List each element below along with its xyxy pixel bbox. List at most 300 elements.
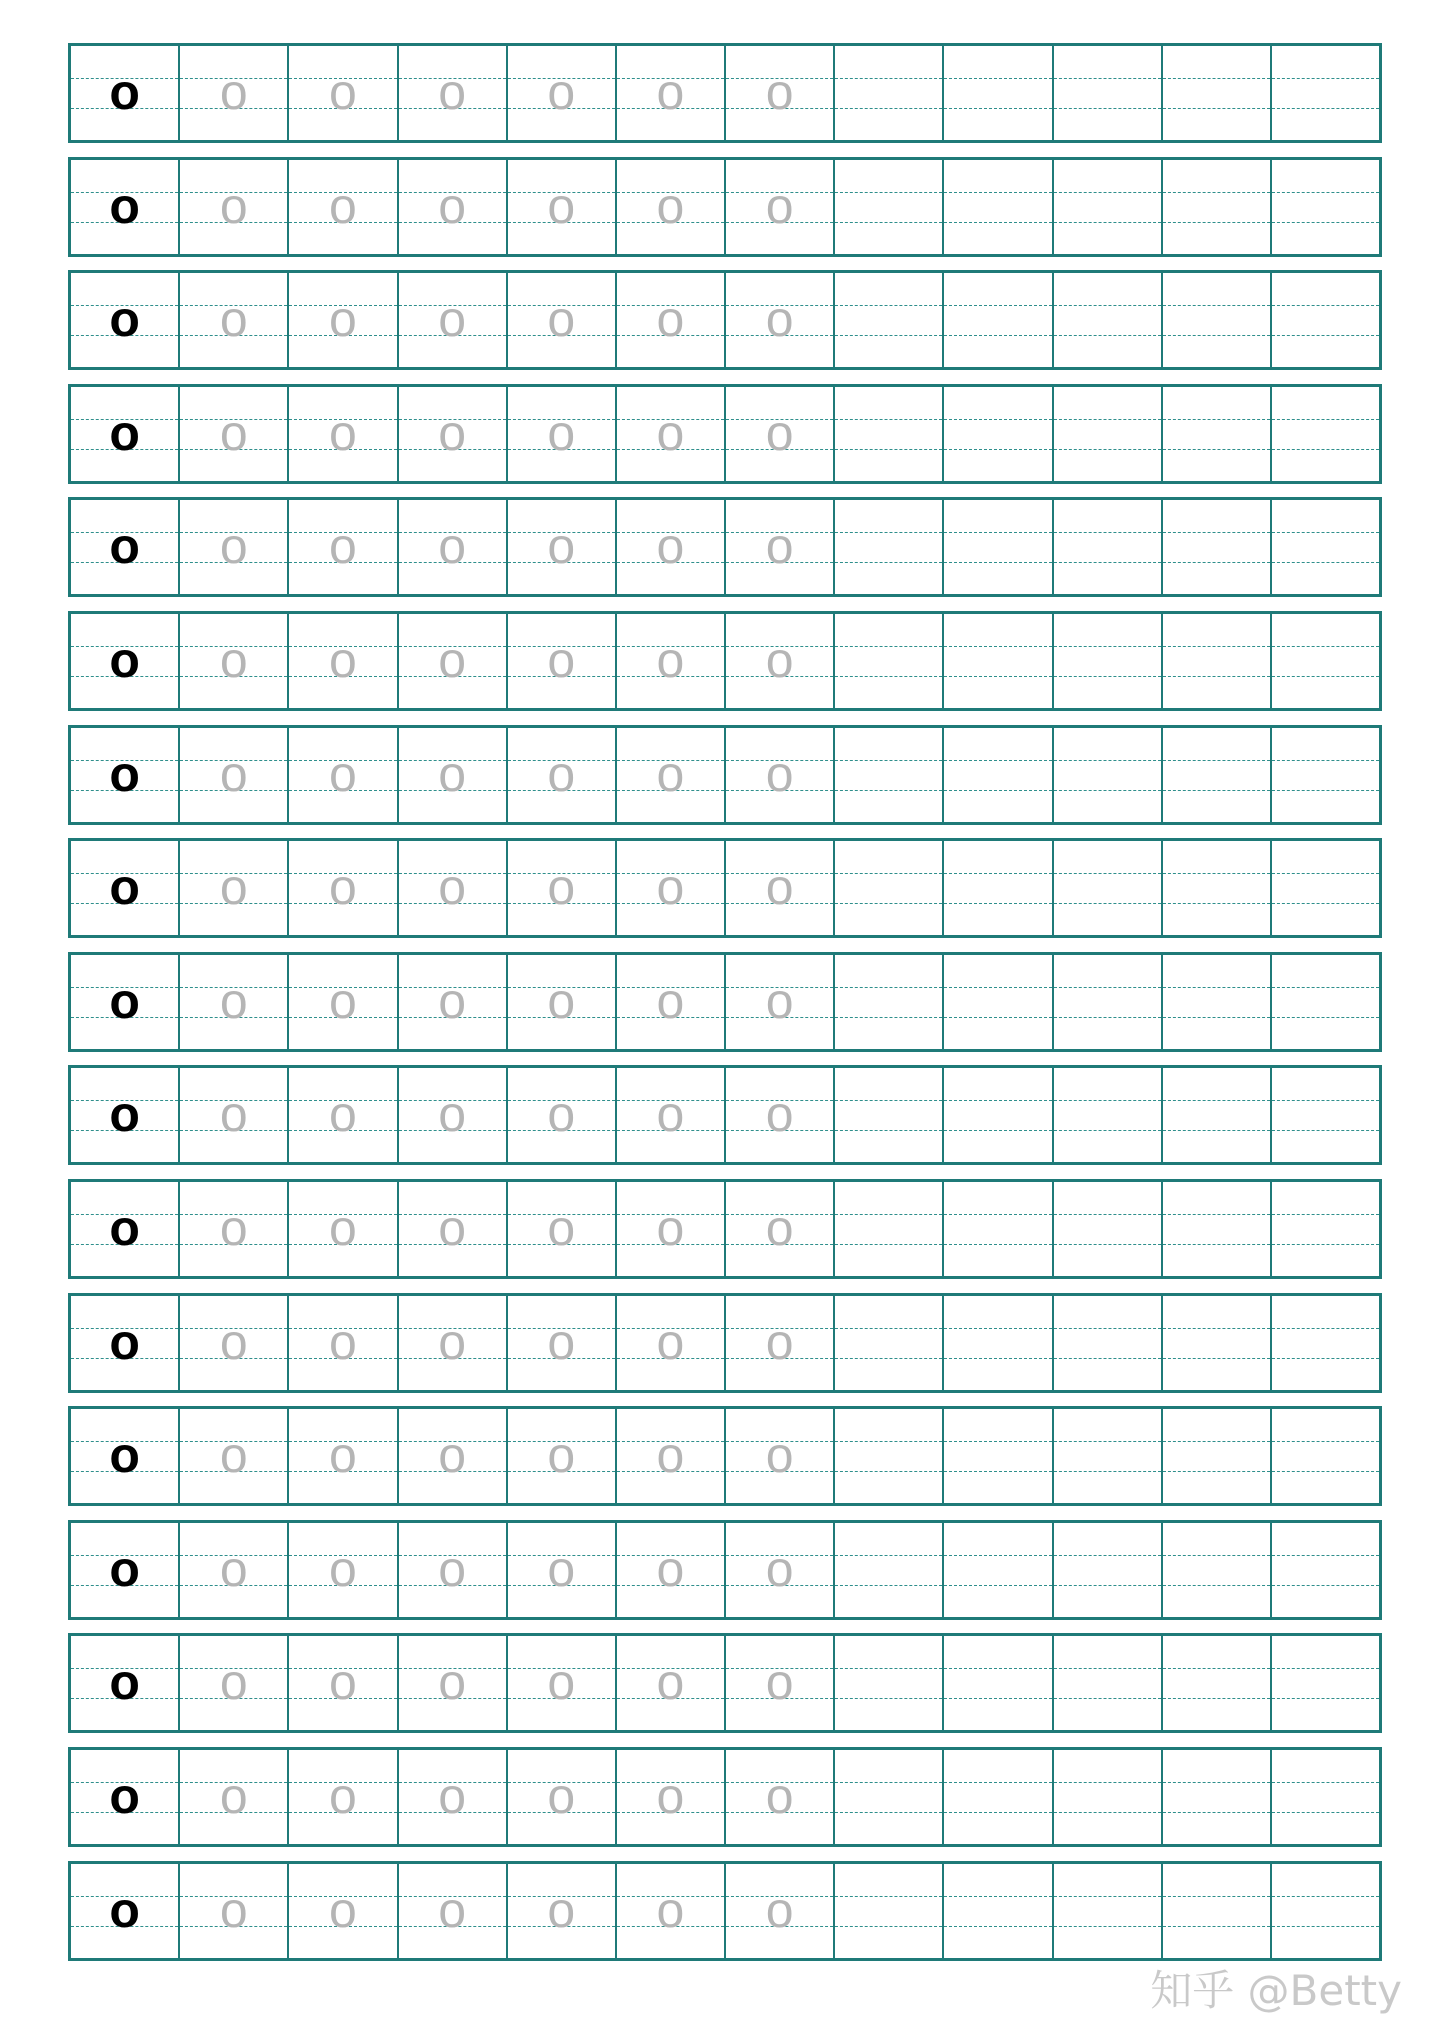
blank-cell[interactable]: [944, 614, 1053, 708]
trace-cell[interactable]: [508, 1068, 617, 1162]
blank-cell[interactable]: [1272, 1068, 1379, 1162]
trace-cell[interactable]: [508, 1523, 617, 1617]
guide-line-upper: [1163, 1214, 1270, 1215]
trace-letter: o: [547, 178, 576, 234]
blank-cell[interactable]: [944, 1182, 1053, 1276]
trace-cell[interactable]: [726, 273, 835, 367]
blank-cell[interactable]: [835, 1750, 944, 1844]
trace-cell[interactable]: [399, 1409, 508, 1503]
trace-cell[interactable]: [508, 1636, 617, 1730]
trace-cell[interactable]: [617, 1182, 726, 1276]
blank-cell[interactable]: [1054, 1750, 1163, 1844]
trace-cell[interactable]: [726, 841, 835, 935]
trace-cell[interactable]: [508, 841, 617, 935]
trace-cell[interactable]: [289, 387, 398, 481]
blank-cell[interactable]: [1272, 1296, 1379, 1390]
blank-cell[interactable]: [1163, 1636, 1272, 1730]
blank-cell[interactable]: [1054, 1182, 1163, 1276]
guide-line-lower: [944, 790, 1051, 791]
guide-line-upper: [1163, 192, 1270, 193]
blank-cell[interactable]: [1163, 1068, 1272, 1162]
trace-cell[interactable]: [617, 273, 726, 367]
trace-cell[interactable]: [399, 273, 508, 367]
blank-cell[interactable]: [835, 614, 944, 708]
trace-cell[interactable]: [726, 1296, 835, 1390]
trace-cell[interactable]: [180, 1750, 289, 1844]
blank-cell[interactable]: [1054, 1296, 1163, 1390]
trace-cell[interactable]: [617, 1864, 726, 1958]
trace-letter: o: [765, 859, 794, 915]
trace-letter: o: [219, 1768, 248, 1824]
blank-cell[interactable]: [1163, 841, 1272, 935]
blank-cell[interactable]: [1054, 955, 1163, 1049]
trace-cell[interactable]: [508, 387, 617, 481]
trace-cell[interactable]: [617, 841, 726, 935]
guide-line-upper: [1054, 1100, 1161, 1101]
blank-cell[interactable]: [1163, 46, 1272, 140]
model-cell[interactable]: [71, 1409, 180, 1503]
model-cell[interactable]: [71, 500, 180, 594]
trace-cell[interactable]: [726, 1523, 835, 1617]
trace-cell[interactable]: [289, 500, 398, 594]
trace-cell[interactable]: [289, 273, 398, 367]
trace-cell[interactable]: [399, 160, 508, 254]
guide-line-upper: [1163, 305, 1270, 306]
blank-cell[interactable]: [1054, 1523, 1163, 1617]
guide-line-lower: [835, 1244, 942, 1245]
blank-cell[interactable]: [1272, 1409, 1379, 1503]
trace-cell[interactable]: [289, 1864, 398, 1958]
blank-cell[interactable]: [835, 46, 944, 140]
model-cell[interactable]: [71, 1864, 180, 1958]
guide-line-lower: [944, 562, 1051, 563]
trace-letter: o: [547, 1314, 576, 1370]
blank-cell[interactable]: [1054, 841, 1163, 935]
trace-cell[interactable]: [289, 728, 398, 822]
practice-row: [68, 1293, 1382, 1393]
trace-letter: o: [656, 1314, 685, 1370]
trace-letter: o: [656, 1882, 685, 1938]
blank-cell[interactable]: [835, 1636, 944, 1730]
guide-line-lower: [1054, 1926, 1161, 1927]
model-letter: o: [109, 1086, 140, 1142]
trace-letter: o: [329, 1086, 357, 1142]
blank-cell[interactable]: [1054, 614, 1163, 708]
guide-line-upper: [835, 1328, 942, 1329]
trace-cell[interactable]: [180, 1296, 289, 1390]
trace-letter: o: [765, 405, 794, 461]
trace-cell[interactable]: [508, 160, 617, 254]
model-cell[interactable]: [71, 160, 180, 254]
trace-letter: o: [219, 973, 248, 1029]
blank-cell[interactable]: [1272, 160, 1379, 254]
trace-cell[interactable]: [399, 387, 508, 481]
blank-cell[interactable]: [944, 1864, 1053, 1958]
blank-cell[interactable]: [835, 841, 944, 935]
trace-letter: o: [765, 1314, 794, 1370]
model-cell[interactable]: [71, 1296, 180, 1390]
trace-cell[interactable]: [180, 841, 289, 935]
practice-row: [68, 1065, 1382, 1165]
trace-cell[interactable]: [399, 46, 508, 140]
trace-letter: o: [765, 1541, 794, 1597]
trace-cell[interactable]: [289, 1409, 398, 1503]
trace-letter: o: [219, 1200, 248, 1256]
trace-letter: o: [656, 1086, 685, 1142]
blank-cell[interactable]: [835, 1068, 944, 1162]
blank-cell[interactable]: [1163, 1296, 1272, 1390]
trace-cell[interactable]: [289, 46, 398, 140]
trace-letter: o: [765, 1768, 794, 1824]
trace-letter: o: [547, 746, 576, 802]
guide-line-lower: [1054, 449, 1161, 450]
blank-cell[interactable]: [1272, 728, 1379, 822]
trace-cell[interactable]: [617, 1409, 726, 1503]
guide-line-lower: [944, 1130, 1051, 1131]
trace-letter: o: [219, 1882, 248, 1938]
trace-cell[interactable]: [726, 1864, 835, 1958]
blank-cell[interactable]: [835, 387, 944, 481]
blank-cell[interactable]: [835, 728, 944, 822]
trace-cell[interactable]: [399, 1636, 508, 1730]
trace-cell[interactable]: [289, 1296, 398, 1390]
blank-cell[interactable]: [835, 500, 944, 594]
guide-line-upper: [1163, 1896, 1270, 1897]
blank-cell[interactable]: [1272, 1750, 1379, 1844]
trace-letter: o: [438, 973, 466, 1029]
blank-cell[interactable]: [1272, 1864, 1379, 1958]
blank-cell[interactable]: [1163, 1523, 1272, 1617]
trace-cell[interactable]: [617, 614, 726, 708]
guide-line-upper: [1163, 1782, 1270, 1783]
blank-cell[interactable]: [1054, 387, 1163, 481]
trace-cell[interactable]: [289, 160, 398, 254]
blank-cell[interactable]: [944, 1409, 1053, 1503]
trace-cell[interactable]: [508, 955, 617, 1049]
blank-cell[interactable]: [944, 387, 1053, 481]
trace-cell[interactable]: [180, 46, 289, 140]
trace-cell[interactable]: [180, 160, 289, 254]
trace-cell[interactable]: [617, 500, 726, 594]
model-cell[interactable]: [71, 841, 180, 935]
trace-letter: o: [547, 1654, 576, 1710]
trace-letter: o: [656, 178, 685, 234]
trace-cell[interactable]: [508, 1409, 617, 1503]
guide-line-lower: [1272, 1812, 1379, 1813]
guide-line-upper: [1163, 760, 1270, 761]
guide-line-lower: [835, 335, 942, 336]
guide-line-lower: [1163, 562, 1270, 563]
guide-line-upper: [944, 1555, 1051, 1556]
trace-cell[interactable]: [289, 1750, 398, 1844]
blank-cell[interactable]: [1163, 1182, 1272, 1276]
trace-cell[interactable]: [726, 46, 835, 140]
model-letter: o: [109, 859, 140, 915]
trace-letter: o: [329, 1541, 357, 1597]
guide-line-upper: [1272, 646, 1379, 647]
model-letter: o: [109, 518, 140, 574]
blank-cell[interactable]: [835, 1182, 944, 1276]
guide-line-lower: [1272, 1585, 1379, 1586]
trace-cell[interactable]: [726, 160, 835, 254]
blank-cell[interactable]: [944, 955, 1053, 1049]
blank-cell[interactable]: [1163, 728, 1272, 822]
trace-cell[interactable]: [508, 46, 617, 140]
trace-cell[interactable]: [180, 728, 289, 822]
guide-line-lower: [944, 1926, 1051, 1927]
trace-letter: o: [219, 1427, 248, 1483]
trace-cell[interactable]: [726, 1636, 835, 1730]
blank-cell[interactable]: [1272, 1636, 1379, 1730]
blank-cell[interactable]: [944, 728, 1053, 822]
trace-cell[interactable]: [726, 500, 835, 594]
blank-cell[interactable]: [944, 160, 1053, 254]
trace-cell[interactable]: [180, 955, 289, 1049]
guide-line-upper: [835, 1441, 942, 1442]
blank-cell[interactable]: [1054, 1068, 1163, 1162]
trace-cell[interactable]: [726, 1068, 835, 1162]
blank-cell[interactable]: [1163, 1409, 1272, 1503]
trace-cell[interactable]: [289, 1636, 398, 1730]
trace-cell[interactable]: [726, 1409, 835, 1503]
trace-cell[interactable]: [726, 1182, 835, 1276]
trace-cell[interactable]: [726, 955, 835, 1049]
blank-cell[interactable]: [1163, 387, 1272, 481]
blank-cell[interactable]: [1054, 1409, 1163, 1503]
blank-cell[interactable]: [944, 273, 1053, 367]
guide-line-lower: [835, 676, 942, 677]
blank-cell[interactable]: [1163, 160, 1272, 254]
guide-line-lower: [1054, 335, 1161, 336]
trace-cell[interactable]: [617, 1750, 726, 1844]
trace-cell[interactable]: [399, 500, 508, 594]
trace-cell[interactable]: [399, 1296, 508, 1390]
trace-cell[interactable]: [508, 1296, 617, 1390]
trace-cell[interactable]: [399, 1523, 508, 1617]
trace-cell[interactable]: [508, 1864, 617, 1958]
blank-cell[interactable]: [1163, 614, 1272, 708]
blank-cell[interactable]: [1272, 955, 1379, 1049]
guide-line-upper: [835, 532, 942, 533]
model-cell[interactable]: [71, 387, 180, 481]
guide-line-lower: [1054, 903, 1161, 904]
blank-cell[interactable]: [944, 1636, 1053, 1730]
model-letter: o: [109, 1200, 140, 1256]
trace-cell[interactable]: [399, 1864, 508, 1958]
blank-cell[interactable]: [1272, 614, 1379, 708]
trace-letter: o: [219, 1314, 248, 1370]
trace-cell[interactable]: [726, 387, 835, 481]
blank-cell[interactable]: [944, 1068, 1053, 1162]
guide-line-lower: [1163, 1244, 1270, 1245]
model-cell[interactable]: [71, 955, 180, 1049]
model-cell[interactable]: [71, 1182, 180, 1276]
blank-cell[interactable]: [835, 160, 944, 254]
trace-cell[interactable]: [399, 1182, 508, 1276]
trace-letter: o: [765, 1882, 794, 1938]
blank-cell[interactable]: [1163, 1750, 1272, 1844]
trace-letter: o: [656, 1541, 685, 1597]
blank-cell[interactable]: [1272, 273, 1379, 367]
trace-cell[interactable]: [180, 1523, 289, 1617]
guide-line-lower: [835, 1698, 942, 1699]
guide-line-lower: [1054, 1130, 1161, 1131]
trace-letter: o: [765, 518, 794, 574]
trace-cell[interactable]: [399, 955, 508, 1049]
blank-cell[interactable]: [1272, 500, 1379, 594]
trace-cell[interactable]: [289, 1523, 398, 1617]
guide-line-lower: [1272, 1130, 1379, 1131]
trace-cell[interactable]: [617, 1636, 726, 1730]
trace-letter: o: [219, 632, 248, 688]
guide-line-upper: [835, 646, 942, 647]
model-cell[interactable]: [71, 1523, 180, 1617]
blank-cell[interactable]: [944, 500, 1053, 594]
blank-cell[interactable]: [835, 1296, 944, 1390]
guide-line-lower: [1054, 108, 1161, 109]
trace-cell[interactable]: [726, 728, 835, 822]
trace-letter: o: [547, 1768, 576, 1824]
model-cell[interactable]: [71, 273, 180, 367]
trace-cell[interactable]: [617, 1523, 726, 1617]
guide-line-lower: [1272, 449, 1379, 450]
guide-line-lower: [1163, 1017, 1270, 1018]
trace-cell[interactable]: [289, 841, 398, 935]
trace-cell[interactable]: [508, 273, 617, 367]
guide-line-upper: [944, 1328, 1051, 1329]
blank-cell[interactable]: [1272, 841, 1379, 935]
blank-cell[interactable]: [835, 955, 944, 1049]
trace-cell[interactable]: [180, 1409, 289, 1503]
trace-cell[interactable]: [289, 955, 398, 1049]
blank-cell[interactable]: [835, 1864, 944, 1958]
trace-letter: o: [438, 178, 466, 234]
trace-cell[interactable]: [180, 387, 289, 481]
practice-row: [68, 838, 1382, 938]
trace-cell[interactable]: [180, 1636, 289, 1730]
trace-cell[interactable]: [399, 841, 508, 935]
trace-cell[interactable]: [617, 1296, 726, 1390]
trace-letter: o: [438, 1427, 466, 1483]
blank-cell[interactable]: [1163, 500, 1272, 594]
blank-cell[interactable]: [944, 1523, 1053, 1617]
guide-line-lower: [944, 335, 1051, 336]
trace-cell[interactable]: [508, 728, 617, 822]
model-cell[interactable]: [71, 614, 180, 708]
blank-cell[interactable]: [1272, 1523, 1379, 1617]
trace-cell[interactable]: [508, 1750, 617, 1844]
model-cell[interactable]: [71, 46, 180, 140]
blank-cell[interactable]: [1163, 273, 1272, 367]
blank-cell[interactable]: [1054, 1636, 1163, 1730]
blank-cell[interactable]: [1054, 273, 1163, 367]
model-letter: o: [109, 1314, 140, 1370]
trace-cell[interactable]: [399, 728, 508, 822]
trace-letter: o: [438, 746, 466, 802]
trace-cell[interactable]: [180, 614, 289, 708]
blank-cell[interactable]: [944, 1296, 1053, 1390]
model-cell[interactable]: [71, 1750, 180, 1844]
trace-letter: o: [765, 1654, 794, 1710]
blank-cell[interactable]: [835, 1523, 944, 1617]
trace-cell[interactable]: [289, 614, 398, 708]
blank-cell[interactable]: [1054, 46, 1163, 140]
guide-line-lower: [1272, 676, 1379, 677]
trace-cell[interactable]: [726, 1750, 835, 1844]
trace-cell[interactable]: [508, 614, 617, 708]
guide-line-upper: [944, 646, 1051, 647]
trace-cell[interactable]: [617, 160, 726, 254]
trace-cell[interactable]: [617, 1068, 726, 1162]
trace-letter: o: [329, 859, 357, 915]
blank-cell[interactable]: [1054, 500, 1163, 594]
trace-letter: o: [219, 859, 248, 915]
trace-cell[interactable]: [180, 273, 289, 367]
trace-cell[interactable]: [508, 500, 617, 594]
trace-cell[interactable]: [399, 614, 508, 708]
model-cell[interactable]: [71, 1068, 180, 1162]
blank-cell[interactable]: [944, 1750, 1053, 1844]
trace-cell[interactable]: [617, 387, 726, 481]
blank-cell[interactable]: [1163, 955, 1272, 1049]
guide-line-upper: [1272, 760, 1379, 761]
trace-cell[interactable]: [726, 614, 835, 708]
trace-cell[interactable]: [180, 1182, 289, 1276]
trace-cell[interactable]: [617, 46, 726, 140]
blank-cell[interactable]: [1272, 1182, 1379, 1276]
trace-cell[interactable]: [180, 1068, 289, 1162]
guide-line-upper: [835, 1782, 942, 1783]
guide-line-upper: [1054, 419, 1161, 420]
guide-line-lower: [1054, 222, 1161, 223]
trace-letter: o: [656, 973, 685, 1029]
guide-line-upper: [1054, 1668, 1161, 1669]
trace-cell[interactable]: [399, 1750, 508, 1844]
blank-cell[interactable]: [1054, 1864, 1163, 1958]
trace-cell[interactable]: [289, 1068, 398, 1162]
guide-line-upper: [835, 1214, 942, 1215]
blank-cell[interactable]: [1054, 160, 1163, 254]
guide-line-lower: [835, 1130, 942, 1131]
trace-letter: o: [329, 1654, 357, 1710]
guide-line-upper: [1272, 873, 1379, 874]
trace-letter: o: [765, 1200, 794, 1256]
blank-cell[interactable]: [1272, 387, 1379, 481]
model-cell[interactable]: [71, 1636, 180, 1730]
guide-line-upper: [1054, 532, 1161, 533]
guide-line-upper: [944, 305, 1051, 306]
blank-cell[interactable]: [1163, 1864, 1272, 1958]
trace-cell[interactable]: [180, 1864, 289, 1958]
guide-line-lower: [944, 222, 1051, 223]
blank-cell[interactable]: [944, 841, 1053, 935]
model-cell[interactable]: [71, 728, 180, 822]
trace-letter: o: [656, 859, 685, 915]
trace-cell[interactable]: [289, 1182, 398, 1276]
trace-letter: o: [438, 1200, 466, 1256]
blank-cell[interactable]: [835, 1409, 944, 1503]
trace-cell[interactable]: [617, 728, 726, 822]
blank-cell[interactable]: [944, 46, 1053, 140]
trace-cell[interactable]: [180, 500, 289, 594]
guide-line-upper: [1054, 987, 1161, 988]
trace-cell[interactable]: [399, 1068, 508, 1162]
trace-cell[interactable]: [617, 955, 726, 1049]
trace-cell[interactable]: [508, 1182, 617, 1276]
blank-cell[interactable]: [1272, 46, 1379, 140]
blank-cell[interactable]: [1054, 728, 1163, 822]
blank-cell[interactable]: [835, 273, 944, 367]
